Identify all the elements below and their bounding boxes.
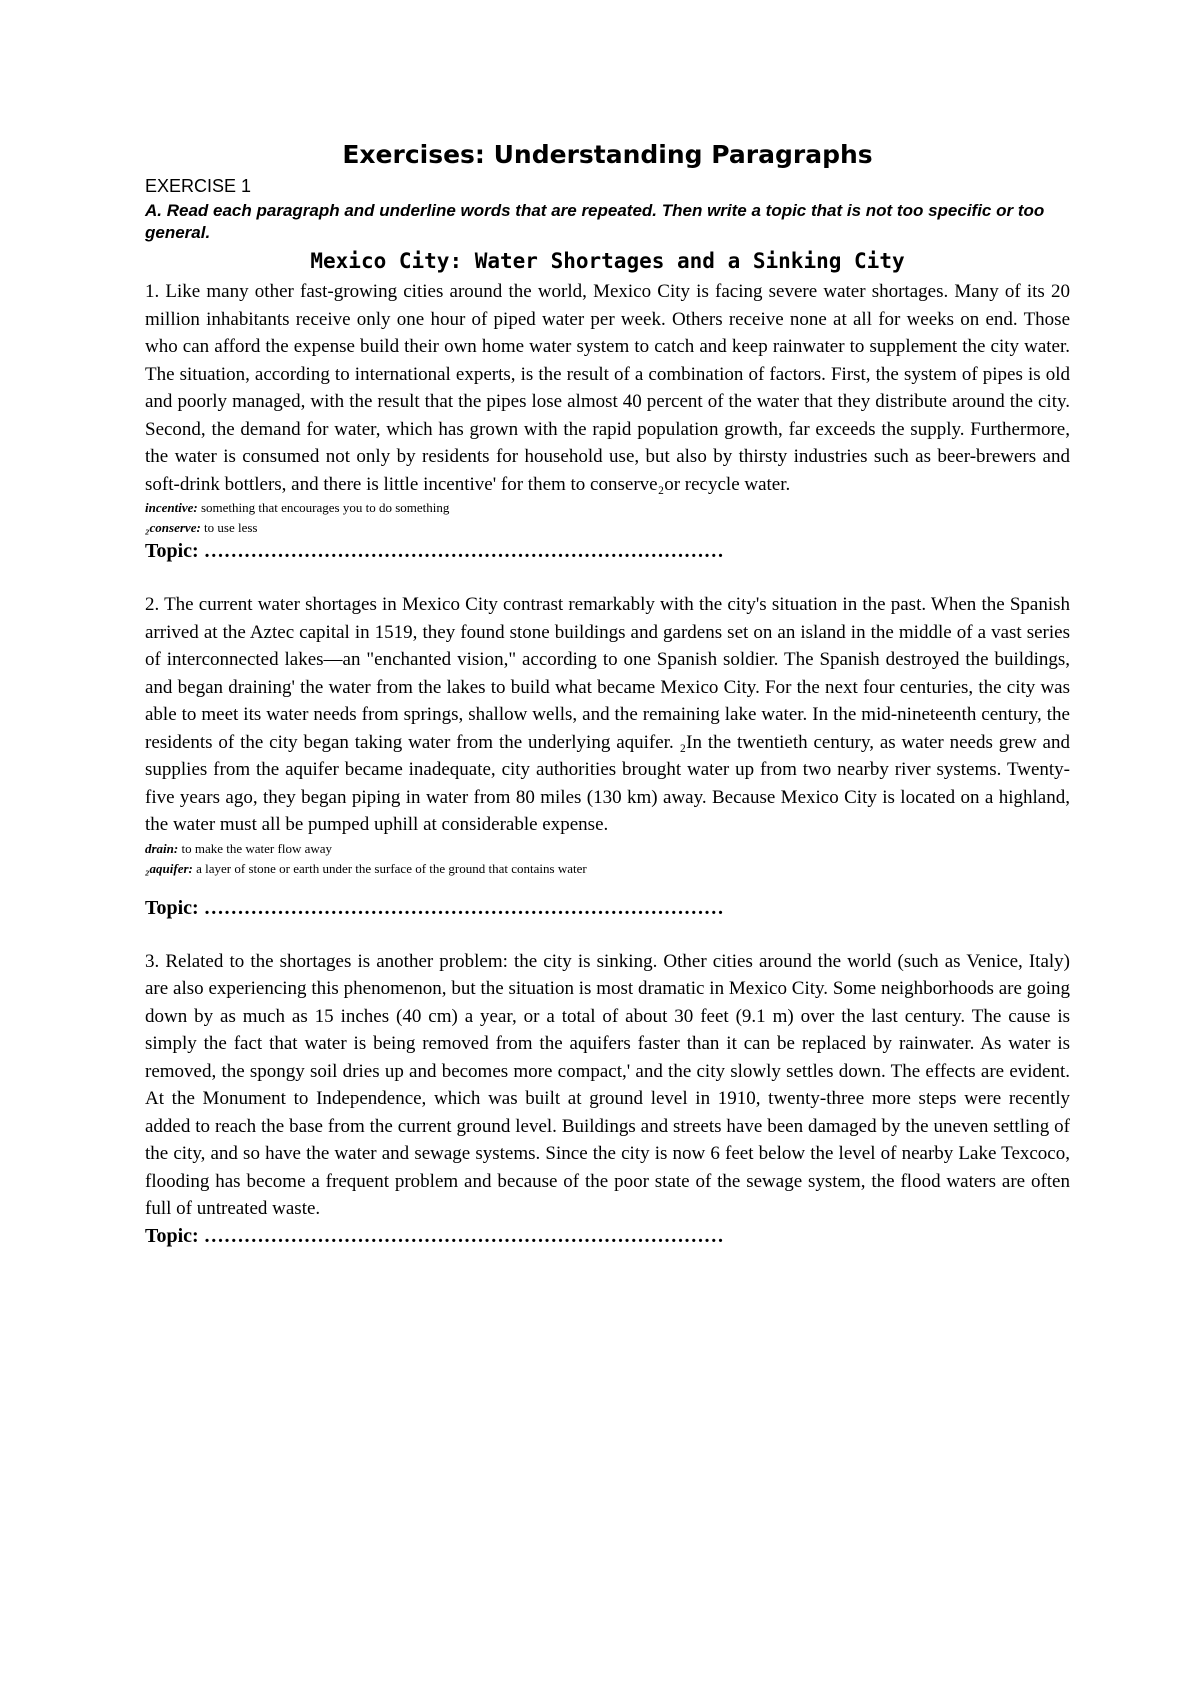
glossary-definition: something that encourages you to do something — [197, 500, 450, 516]
paragraph-block-1 — [145, 278, 1070, 564]
glossary-definition: to use less — [200, 520, 258, 536]
glossary-term: incentive: — [145, 500, 198, 516]
paragraph-text: 1. Like many other fast-growing cities around the world, Mexico City is facing severe water shortages. Many of its 20 million inhabitants receive only one hour of piped water per week. Others receive none at all for weeks on end. Those who can afford the expense build their own home water system to catch and keep rainwater to supplement the city water. The situation, according to international experts, is the result of a combination of factors. First, the system of pipes is old and poorly managed, with the result that the pipes lose almost 40 percent of the water that they distribute around the city. Second, the demand for water, which has grown with the rapid population growth, far exceeds the supply. Furthermore, the water is consumed not only by residents for household use, but also by thirsty industries such as beer-brewers and soft-drink bottlers, and there is little incentive' for them to conserve₂or recycle water. — [145, 281, 1070, 495]
spacer — [145, 921, 1070, 948]
paragraph-text: 3. Related to the shortages is another problem: the city is sinking. Other cities around the world (such as Venice, Italy) are also experiencing this phenomenon, but the situation is most dramatic in Mexico City. Some neighborhoods are going down by as much as 15 inches (40 cm) a year, or a total of about 30 feet (9.1 m) over the last century. The cause is simply the fact that water is being removed from the aquifers faster than it can be replaced by rainwater. As water is removed, the spongy soil dries up and becomes more compact,' and the city slowly settles down. The effects are evident. At the Monument to Independence, which was built at ground level in 1910, twenty-three more steps were recently added to reach the base from the current ground level. Buildings and streets have been damaged by the uneven settling of the city, and so have the water and sewage systems. Since the city is now 6 feet below the level of nearby Lake Texcoco, flooding has become a frequent problem and because of the poor state of the sewage system, the flood waters are often full of untreated waste. — [145, 950, 1070, 1220]
exercise-instruction: A. Read each paragraph and underline words that are repeated. Then write a topic that is not too specific or too general. — [145, 200, 1045, 242]
glossary-term: drain: — [145, 840, 179, 856]
spacer — [145, 879, 1070, 895]
glossary-term: ₂aquifer: — [145, 860, 193, 876]
glossary-entry — [145, 859, 1070, 879]
topic-answer-line[interactable]: Topic: …………………………………………………………………… — [145, 896, 724, 919]
spacer — [145, 564, 1070, 591]
glossary-entry — [145, 839, 1070, 859]
glossary-definition: to make the water flow away — [178, 840, 333, 856]
glossary-entry — [145, 498, 1070, 518]
glossary-term: ₂conserve: — [145, 520, 201, 536]
paragraph-block-2 — [145, 591, 1070, 921]
document-page — [145, 140, 1070, 1249]
paragraph-block-3 — [145, 948, 1070, 1249]
exercise-label: EXERCISE 1 — [145, 176, 252, 196]
page-title: Exercises: Understanding Paragraphs — [342, 140, 873, 169]
glossary-definition: a layer of stone or earth under the surface of the ground that contains water — [192, 860, 587, 876]
topic-answer-line[interactable]: Topic: …………………………………………………………………… — [145, 540, 724, 563]
topic-answer-line[interactable]: Topic: …………………………………………………………………… — [145, 1224, 724, 1247]
paragraph-text: 2. The current water shortages in Mexico City contrast remarkably with the city's situation in the past. When the Spanish arrived at the Aztec capital in 1519, they found stone buildings and gardens set on an island in the middle of a vast series of interconnected lakes—an "enchanted vision," according to one Spanish soldier. The Spanish destroyed the buildings, and began draining' the water from the lakes to build what became Mexico City. For the next four centuries, the city was able to meet its water needs from springs, shallow wells, and the remaining lake water. In the mid-nineteenth century, the residents of the city began taking water from the underlying aquifer. ₂In the twentieth century, as water needs grew and supplies from the aquifer became inadequate, city authorities brought water up from two nearby river systems. Twenty-five years ago, they began piping in water from 80 miles (130 km) away. Because Mexico City is located on a highland, the water must all be pumped uphill at considerable expense. — [145, 594, 1070, 836]
reading-subtitle: Mexico City: Water Shortages and a Sinking City — [310, 248, 905, 273]
glossary-entry — [145, 518, 1070, 538]
